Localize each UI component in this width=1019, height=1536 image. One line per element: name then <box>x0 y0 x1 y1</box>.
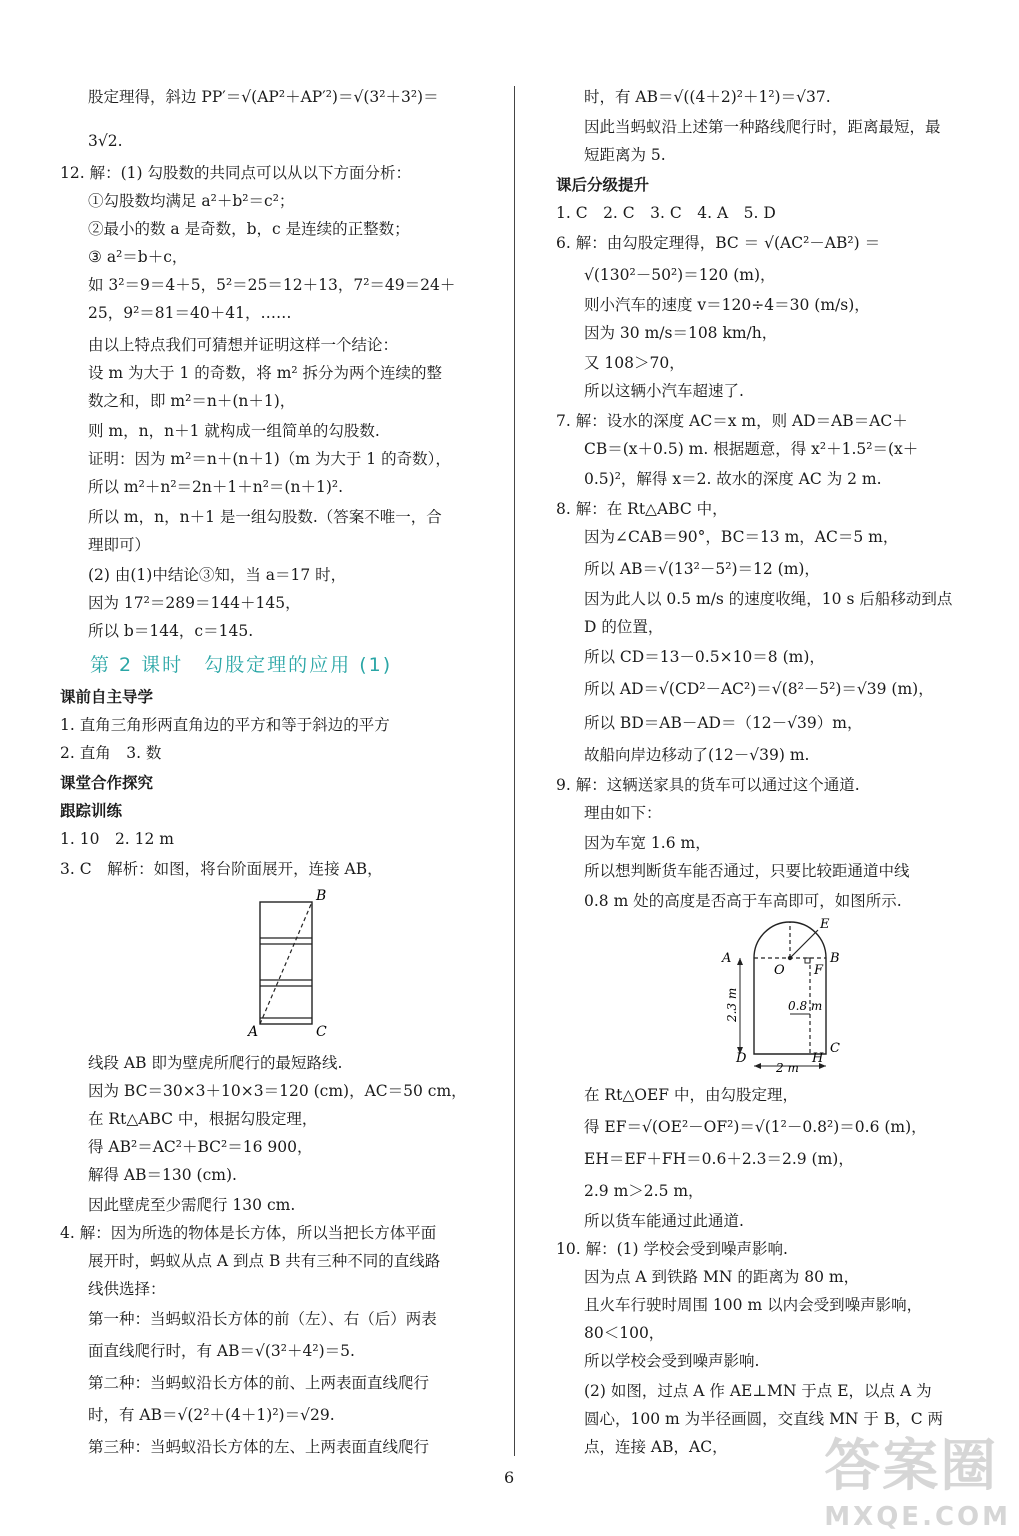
text-line: 所以 m²＋n²＝2n＋1＋n²＝(n＋1)². <box>88 478 344 496</box>
fig-label-o: O <box>774 963 785 978</box>
problem-6-heading: 6. 解：由勾股定理得，BC ＝ √(AC²－AB²) ＝ <box>556 234 881 252</box>
section-heading: 课后分级提升 <box>556 176 650 194</box>
text-line: 所以 b＝144，c＝145. <box>88 622 254 640</box>
text-line: 25，9²＝81＝40＋41，…… <box>88 304 292 322</box>
text-line: 解得 AB＝130 (cm). <box>88 1166 237 1184</box>
text-line: 在 Rt△ABC 中，根据勾股定理， <box>88 1110 318 1128</box>
section-heading: 课堂合作探究 <box>60 774 154 792</box>
text-line: ②最小的数 a 是奇数，b，c 是连续的正整数； <box>88 220 410 238</box>
text-line: 且火车行驶时周围 100 m 以内会受到噪声影响， <box>584 1296 923 1314</box>
text-line: (2) 如图，过点 A 作 AE⊥MN 于点 E，以点 A 为 <box>584 1382 932 1400</box>
fig-label-width: 0.8 m <box>788 999 823 1013</box>
problem-9-heading: 9. 解：这辆送家具的货车可以通过这个通道. <box>556 776 860 794</box>
text-line: 1. 直角三角形两直角边的平方和等于斜边的平方 <box>60 716 390 734</box>
text-line: 因为 30 m/s＝108 km/h， <box>584 324 778 342</box>
watermark-top: 答案圈 <box>824 1434 999 1499</box>
text-line: 第三种：当蚂蚁沿长方体的左、上两表面直线爬行 <box>88 1438 430 1456</box>
text-line: 2. 直角 3. 数 <box>60 744 162 762</box>
text-line: 点，连接 AB，AC， <box>584 1438 728 1456</box>
fig-label-a: A <box>722 951 732 966</box>
text-line: 80＜100， <box>584 1324 665 1342</box>
text-line: 又 108＞70， <box>584 354 685 372</box>
text-line: 因此当蚂蚁沿上述第一种路线爬行时，距离最短，最 <box>584 118 941 136</box>
text-line: 则小汽车的速度 v＝120÷4＝30 (m/s)， <box>584 296 870 314</box>
text-line: 展开时，蚂蚁从点 A 到点 B 共有三种不同的直线路 <box>88 1252 441 1270</box>
tunnel-figure <box>716 918 856 1078</box>
text-line: ③ a²＝b＋c， <box>88 248 188 266</box>
text-line: (2) 由(1)中结论③知，当 a＝17 时， <box>88 566 347 584</box>
text-line: ①勾股数均满足 a²＋b²＝c²； <box>88 192 295 210</box>
fig-label-e: E <box>820 918 830 932</box>
problem-4-heading: 4. 解：因为所选的物体是长方体，所以当把长方体平面 <box>60 1224 437 1242</box>
fig-label-base: 2 m <box>776 1061 799 1075</box>
text-line: 故船向岸边移动了(12－√39) m. <box>584 746 810 764</box>
text-line: 因为车宽 1.6 m， <box>584 834 711 852</box>
text-line: 短距离为 5. <box>584 146 666 164</box>
text-line: 由以上特点我们可猜想并证明这样一个结论： <box>88 336 399 354</box>
text-line: 1. 10 2. 12 m <box>60 830 175 848</box>
problem-8-heading: 8. 解：在 Rt△ABC 中， <box>556 500 728 518</box>
text-line: 理由如下： <box>584 804 662 822</box>
text-line: 因为 17²＝289＝144＋145， <box>88 594 301 612</box>
text-line: 如 3²＝9＝4＋5，5²＝25＝12＋13，7²＝49＝24＋ <box>88 276 456 294</box>
text-line: 所以货车能通过此通道. <box>584 1212 744 1230</box>
watermark-bottom: MXQE.COM <box>824 1502 1011 1532</box>
watermark-logo <box>824 1422 1011 1532</box>
text-line: 理即可） <box>88 536 151 554</box>
text-line: EH＝EF＋FH＝0.6＋2.3＝2.9 (m)， <box>584 1150 854 1168</box>
lesson-title: 第 2 课时 勾股定理的应用 (1) <box>90 654 393 676</box>
text-line: 所以 BD＝AB－AD＝（12－√39）m， <box>584 714 863 732</box>
text-line: 所以想判断货车能否通过，只要比较距通道中线 <box>584 862 910 880</box>
problem-10-heading: 10. 解：(1) 学校会受到噪声影响. <box>556 1240 788 1258</box>
text-line: 3√2. <box>88 132 123 150</box>
text-line: 证明：因为 m²＝n＋(n＋1)（m 为大于 1 的奇数）， <box>88 450 451 468</box>
text-line: 3. C 解析：如图，将台阶面展开，连接 AB， <box>60 860 383 878</box>
section-heading: 跟踪训练 <box>60 802 123 820</box>
fig-label-h: H <box>812 1051 824 1066</box>
fig-label-f: F <box>814 963 824 978</box>
text-line: 因此壁虎至少需爬行 130 cm. <box>88 1196 296 1214</box>
problem-12-heading: 12. 解：(1) 勾股数的共同点可以从以下方面分析： <box>60 164 411 182</box>
fig-label-d: D <box>736 1051 747 1066</box>
text-line: 数之和，即 m²＝n＋(n＋1)， <box>88 392 296 410</box>
text-line: 得 EF＝√(OE²－OF²)＝√(1²－0.8²)＝0.6 (m)， <box>584 1118 927 1136</box>
problem-7-heading: 7. 解：设水的深度 AC＝x m，则 AD＝AB＝AC＋ <box>556 412 908 430</box>
text-line: 1. C 2. C 3. C 4. A 5. D <box>556 204 776 222</box>
text-line: 股定理得，斜边 PP′＝√(AP²＋AP′²)＝√(3²＋3²)＝ <box>88 88 439 106</box>
text-line: 设 m 为大于 1 的奇数，将 m² 拆分为两个连续的整 <box>88 364 443 382</box>
text-line: CB＝(x＋0.5) m. 根据题意，得 x²＋1.5²＝(x＋ <box>584 440 919 458</box>
text-line: 面直线爬行时，有 AB＝√(3²＋4²)＝5. <box>88 1342 355 1360</box>
text-line: D 的位置， <box>584 618 664 636</box>
text-line: 因为此人以 0.5 m/s 的速度收绳，10 s 后船移动到点 <box>584 590 953 608</box>
page-number: 6 <box>504 1468 515 1487</box>
text-line: 所以学校会受到噪声影响. <box>584 1352 760 1370</box>
text-line: 线供选择： <box>88 1280 166 1298</box>
text-line: 所以 CD＝13－0.5×10＝8 (m)， <box>584 648 825 666</box>
text-line: 因为点 A 到铁路 MN 的距离为 80 m， <box>584 1268 860 1286</box>
fig-label-c: C <box>830 1041 840 1056</box>
fig-label-height: 2.3 m <box>725 987 739 1022</box>
text-line: √(130²－50²)＝120 (m)， <box>584 266 776 284</box>
text-line: 在 Rt△OEF 中，由勾股定理， <box>584 1086 798 1104</box>
text-line: 0.5)²，解得 x＝2. 故水的深度 AC 为 2 m. <box>584 470 882 488</box>
text-line: 因为 BC＝30×3＋10×3＝120 (cm)，AC＝50 cm， <box>88 1082 467 1100</box>
column-divider <box>514 86 515 1456</box>
text-line: 2.9 m＞2.5 m， <box>584 1182 704 1200</box>
fig-label-b: B <box>316 888 327 904</box>
text-line: 则 m，n，n＋1 就构成一组简单的勾股数. <box>88 422 380 440</box>
text-line: 所以这辆小汽车超速了. <box>584 382 744 400</box>
text-line: 所以 m，n，n＋1 是一组勾股数.（答案不唯一，合 <box>88 508 442 526</box>
text-line: 所以 AD＝√(CD²－AC²)＝√(8²－5²)＝√39 (m)， <box>584 680 934 698</box>
text-line: 时，有 AB＝√(2²＋(4＋1)²)＝√29. <box>88 1406 335 1424</box>
text-line: 圆心，100 m 为半径画圆，交直线 MN 于 B，C 两 <box>584 1410 944 1428</box>
text-line: 第一种：当蚂蚁沿长方体的前（左）、右（后）两表 <box>88 1310 437 1328</box>
text-line: 因为∠CAB＝90°，BC＝13 m，AC＝5 m， <box>584 528 899 546</box>
text-line: 线段 AB 即为壁虎所爬行的最短路线. <box>88 1054 343 1072</box>
text-line: 所以 AB＝√(13²－5²)＝12 (m)， <box>584 560 820 578</box>
fig-label-c: C <box>316 1024 327 1038</box>
text-line: 第二种：当蚂蚁沿长方体的前、上两表面直线爬行 <box>88 1374 430 1392</box>
section-heading: 课前自主导学 <box>60 688 154 706</box>
text-line: 0.8 m 处的高度是否高于车高即可，如图所示. <box>584 892 902 910</box>
fig-label-a: A <box>248 1024 259 1038</box>
text-line: 得 AB²＝AC²＋BC²＝16 900， <box>88 1138 313 1156</box>
stair-unfold-figure <box>240 888 340 1038</box>
text-line: 时，有 AB＝√((4＋2)²＋1²)＝√37. <box>584 88 831 106</box>
fig-label-b: B <box>830 951 840 966</box>
